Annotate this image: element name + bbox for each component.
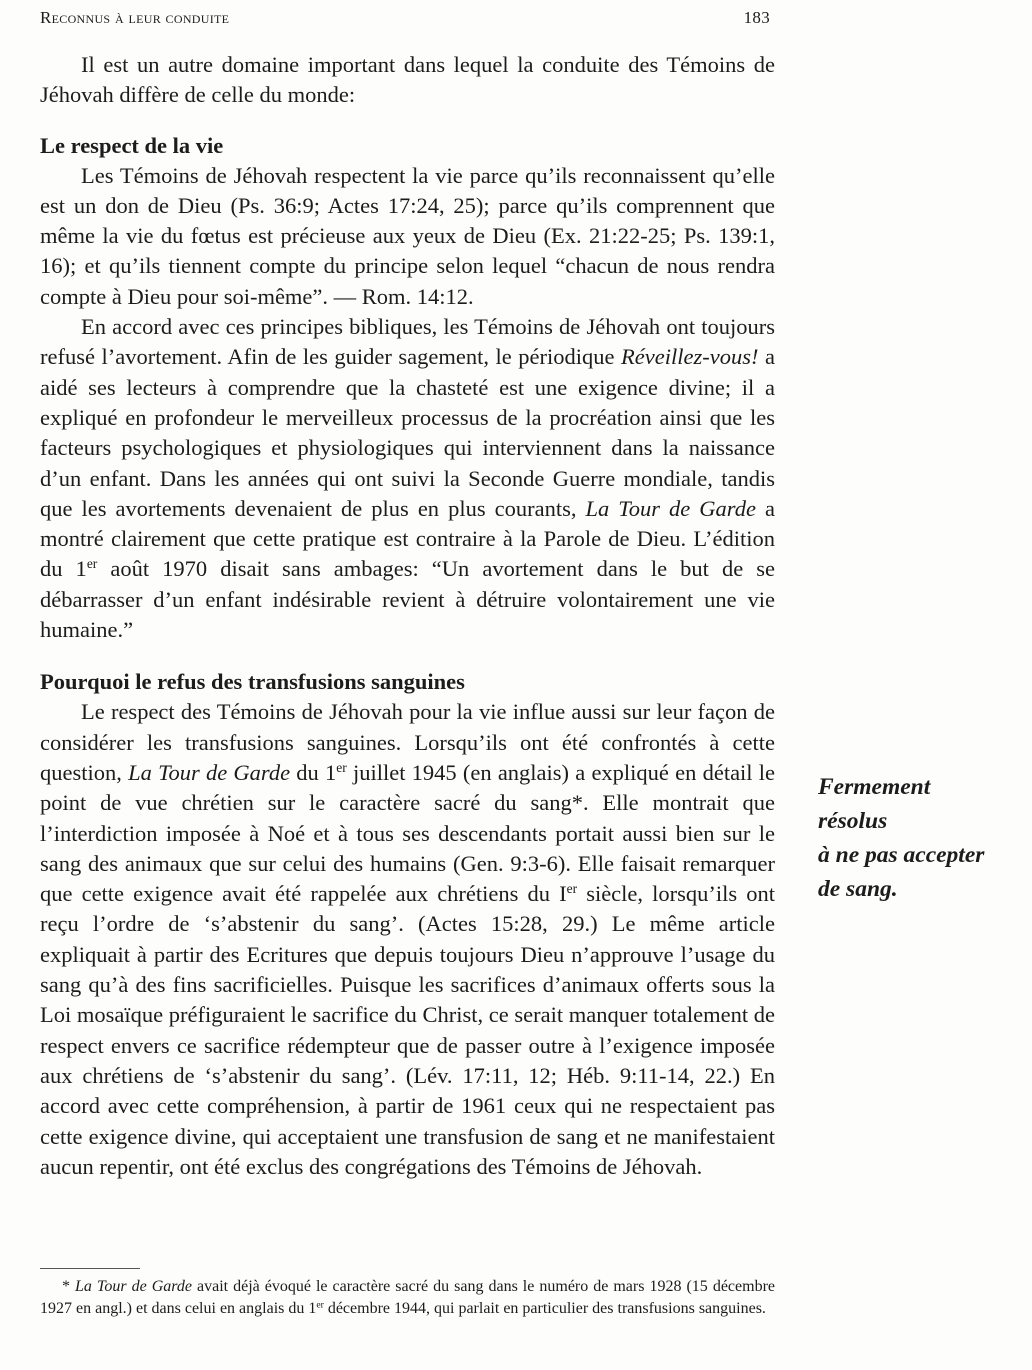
pullquote-line-2: résolus	[818, 808, 888, 834]
text-run: avait déjà évoqué le caractère sacré du sang dans le numéro de mars 1928 (15 décembre 1927 en angl.) et dans celui en anglais du 1	[40, 1278, 776, 1317]
footnote	[40, 1276, 775, 1320]
section-heading-transfusion: Pourquoi le refus des transfusions sanguines	[40, 669, 465, 695]
text-run: juillet 1945 (en anglais) a expliqué en détail le point de vue chrétien sur le caractère sacré du sang*. Elle montrait que l’interdiction imposée à Noé et à tous ses descendants portait aussi bien sur le sang des animaux que sur celui des humains (Gen. 9:3-6). Elle faisait remarquer que cette exigence avait été rappelée aux chrétiens du I	[40, 759, 776, 907]
intro-paragraph: Il est un autre domaine important dans lequel la conduite des Témoins de Jéhovah diffère de celle du monde:	[40, 52, 775, 108]
pullquote-line-1: Fermement	[818, 774, 931, 800]
text-run: siècle, lorsqu’ils ont reçu l’ordre de ‘s’abstenir du sang’. (Actes 15:28, 29.) Le même article expliquait à partir des Ecritures que depuis toujours Dieu n’approuve l’usage du sang qu’à des fins sacrificielles. Puisque les sacrifices d’animaux offerts sous la Loi mosaïque préfiguraient le sacrifice du Christ, ce serait manquer totalement de respect envers ce sacrifice rédempteur que de passer outre à l’exigence imposée aux chrétiens de ‘s’abstenir du sang’. (Lév. 17:11, 12; Héb. 9:11-14, 22.) En accord avec cette compréhension, à partir de 1961 ceux qui ne respectaient pas cette exigence divine, qui acceptaient une transfusion de sang et ne manifestaient aucun repentir, ont été exclus des congrégations des Témoins de Jéhovah.	[40, 881, 775, 1179]
section-heading-respect: Le respect de la vie	[40, 132, 224, 158]
footnote-divider	[40, 1268, 140, 1269]
pullquote-line-3: à ne pas accepter	[818, 842, 985, 868]
page-number: 183	[743, 8, 770, 27]
italic-title-tour-de-garde: La Tour de Garde	[128, 759, 291, 785]
running-title: Reconnus à leur conduite	[40, 8, 230, 27]
text-run: Le respect des Témoins de Jéhovah pour la vie influe aussi sur leur façon de considérer les transfusions sanguines. Lorsqu’ils ont été confrontés à cette question,	[40, 699, 775, 785]
text-run: En accord avec ces principes bibliques, les Témoins de Jéhovah ont toujours refusé l’avortement. Afin de les guider sagement, le périodique	[40, 314, 775, 370]
text-run: a aidé ses lecteurs à comprendre que la chasteté est une exigence divine; il a expliqué en profondeur le merveilleux processus de la procréation ainsi que les facteurs psychologiques et physiologiques qui interviennent dans la naissance d’un enfant. Dans les années qui ont suivi la Seconde Guerre mondiale, tandis que les avortements devenaient de plus en plus courants,	[40, 344, 775, 521]
superscript-er: er	[86, 556, 98, 572]
footnote-marker: *	[62, 1278, 76, 1295]
respect-paragraph-2	[40, 312, 775, 645]
text-run: du 1	[290, 759, 337, 785]
italic-title-tour-de-garde: La Tour de Garde	[75, 1278, 192, 1295]
margin-pullquote	[818, 770, 1018, 906]
text-run: décembre 1944, qui parlait en particulier des transfusions sanguines.	[323, 1300, 766, 1317]
italic-title-tour-de-garde: La Tour de Garde	[585, 495, 756, 521]
pullquote-line-4: de sang.	[818, 876, 898, 902]
superscript-er: er	[566, 881, 578, 897]
main-column	[40, 50, 775, 1182]
superscript-er: er	[316, 1299, 324, 1311]
text-run: a montré clairement que cette pratique est contraire à la Parole de Dieu. L’édition du 1	[40, 495, 775, 582]
transfusion-paragraph-1	[40, 697, 775, 1182]
italic-title-reveillez-vous: Réveillez-vous!	[621, 344, 759, 370]
superscript-er: er	[336, 759, 347, 775]
respect-paragraph-1: Les Témoins de Jéhovah respectent la vie parce qu’ils reconnaissent qu’elle est un don de Dieu (Ps. 36:9; Actes 17:24, 25); parce qu’ils comprennent que même la vie du fœtus est précieuse aux yeux de Dieu (Ex. 21:22-25; Ps. 139:1, 16); et qu’ils tiennent compte du principe selon lequel “chacun de nous rendra compte à Dieu pour soi-même”. — Rom. 14:12.	[40, 162, 775, 309]
text-run: août 1970 disait sans ambages: “Un avortement dans le but de se débarrasser d’un enfant indésirable revient à détruire volontairement une vie humaine.”	[40, 556, 776, 643]
